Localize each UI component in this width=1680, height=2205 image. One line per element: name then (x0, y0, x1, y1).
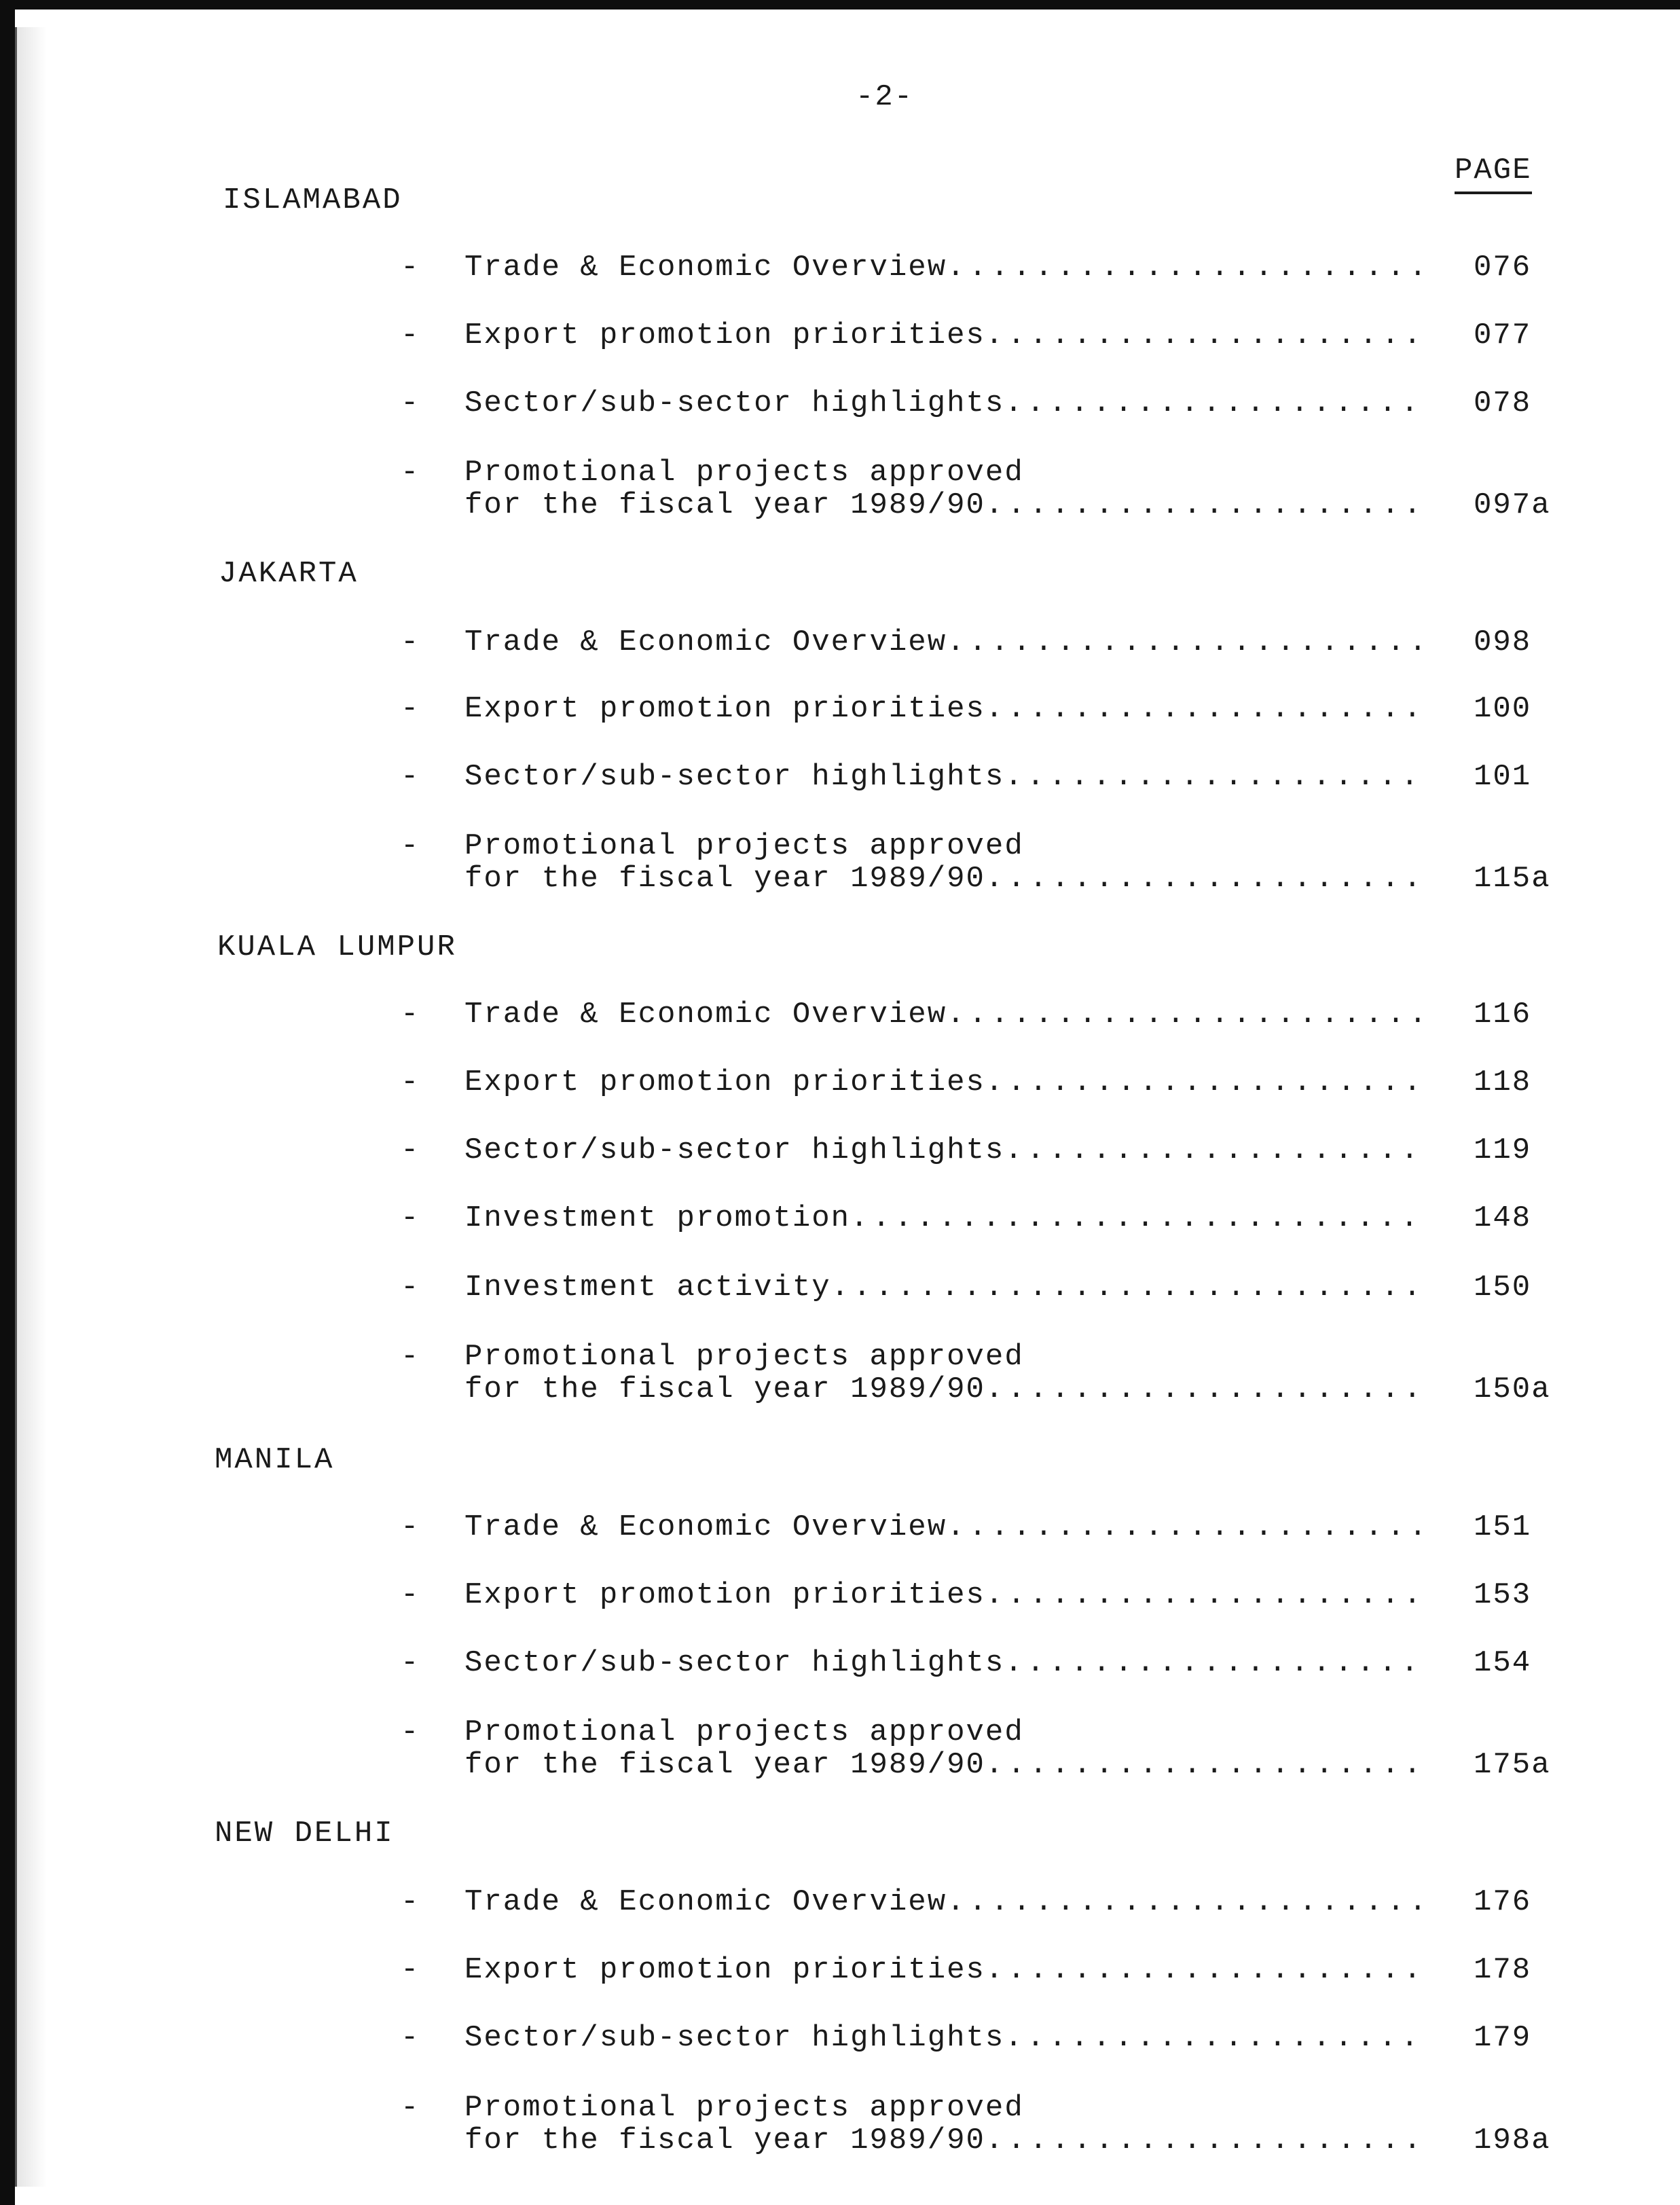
page-number: -2- (856, 80, 914, 114)
entry-dash: - (401, 1065, 420, 1099)
entry-label: Promotional projects approved (464, 1716, 1024, 1749)
entry-label: Export promotion priorities ..... (464, 319, 1422, 352)
leader-dots (947, 1511, 1422, 1544)
entry-page-number: 119 (1474, 1133, 1532, 1167)
entry-page-number: 078 (1474, 386, 1532, 420)
entry-label: Export promotion priorities ..... (464, 693, 1422, 725)
entry-label: for the fiscal year 1989/90 ..... (464, 2124, 1422, 2157)
leader-dots (831, 1271, 1422, 1304)
entry-label: Export promotion priorities ..... (464, 1954, 1422, 1986)
entry-dash: - (401, 1201, 420, 1235)
entry-page-number: 100 (1474, 692, 1532, 726)
entry-dash: - (401, 1885, 420, 1919)
entry-dash: - (401, 251, 420, 285)
leader-dots (850, 1202, 1422, 1235)
entry-label: Sector/sub-sector highlights ..... (464, 1647, 1422, 1679)
entry-dash: - (401, 1646, 420, 1680)
entry-label: Sector/sub-sector highlights ..... (464, 2022, 1422, 2054)
entry-dash: - (401, 1510, 420, 1544)
leader-dots (1004, 387, 1422, 420)
entry-label: Export promotion priorities ..... (464, 1579, 1422, 1611)
entry-page-number: 178 (1474, 1953, 1532, 1987)
entry-page-number: 115a (1474, 862, 1551, 896)
entry-dash: - (401, 1953, 420, 1987)
leader-dots (985, 1749, 1422, 1781)
entry-label: for the fiscal year 1989/90 ..... (464, 862, 1422, 895)
entry-page-number: 148 (1474, 1201, 1532, 1235)
entry-label: Trade & Economic Overview ..... (464, 998, 1422, 1031)
entry-page-number: 098 (1474, 625, 1532, 659)
entry-label: Trade & Economic Overview ..... (464, 1886, 1422, 1918)
entry-dash: - (401, 2021, 420, 2055)
scan-top-edge (0, 0, 1680, 10)
entry-dash: - (401, 456, 420, 490)
entry-page-number: 150 (1474, 1271, 1532, 1305)
entry-label: Promotional projects approved (464, 456, 1024, 489)
entry-page-number: 118 (1474, 1065, 1532, 1099)
scan-left-edge (0, 0, 15, 2205)
leader-dots (1004, 2022, 1422, 2054)
scan-binding-shadow (15, 27, 47, 2187)
entry-page-number: 101 (1474, 760, 1532, 794)
entry-page-number: 151 (1474, 1510, 1532, 1544)
entry-dash: - (401, 829, 420, 863)
entry-page-number: 097a (1474, 488, 1551, 522)
entry-label: Investment activity ..... (464, 1271, 1422, 1304)
entry-dash: - (401, 692, 420, 726)
section-title: KUALA LUMPUR (217, 930, 457, 964)
entry-page-number: 150a (1474, 1372, 1551, 1406)
entry-dash: - (401, 998, 420, 1032)
entry-page-number: 153 (1474, 1578, 1532, 1612)
entry-label: Sector/sub-sector highlights ..... (464, 387, 1422, 420)
leader-dots (947, 998, 1422, 1031)
entry-dash: - (401, 318, 420, 352)
entry-page-number: 198a (1474, 2124, 1551, 2157)
entry-label: Investment promotion ..... (464, 1202, 1422, 1235)
leader-dots (985, 319, 1422, 352)
entry-label: Sector/sub-sector highlights ..... (464, 1134, 1422, 1167)
entry-label: Export promotion priorities ..... (464, 1066, 1422, 1099)
leader-dots (947, 251, 1422, 284)
leader-dots (1004, 1647, 1422, 1679)
entry-dash: - (401, 1271, 420, 1305)
leader-dots (985, 1579, 1422, 1611)
entry-page-number: 077 (1474, 318, 1532, 352)
leader-dots (1004, 1134, 1422, 1167)
entry-dash: - (401, 760, 420, 794)
entry-label: Promotional projects approved (464, 830, 1024, 862)
section-title: NEW DELHI (215, 1817, 395, 1851)
entry-dash: - (401, 1715, 420, 1749)
entry-page-number: 116 (1474, 998, 1532, 1032)
leader-dots (985, 693, 1422, 725)
entry-label: Trade & Economic Overview ..... (464, 626, 1422, 659)
entry-label: Promotional projects approved (464, 1341, 1024, 1373)
entry-label: for the fiscal year 1989/90 ..... (464, 1749, 1422, 1781)
entry-dash: - (401, 1340, 420, 1374)
leader-dots (985, 1373, 1422, 1406)
leader-dots (985, 489, 1422, 522)
leader-dots (1004, 761, 1422, 793)
entry-label: Trade & Economic Overview ..... (464, 251, 1422, 284)
section-title: JAKARTA (219, 557, 359, 591)
section-title: MANILA (215, 1443, 335, 1477)
leader-dots (985, 1954, 1422, 1986)
entry-page-number: 154 (1474, 1646, 1532, 1680)
leader-dots (985, 1066, 1422, 1099)
entry-page-number: 175a (1474, 1748, 1551, 1782)
entry-label: for the fiscal year 1989/90 ..... (464, 1373, 1422, 1406)
entry-dash: - (401, 1133, 420, 1167)
leader-dots (947, 626, 1422, 659)
page-column-header: PAGE (1455, 153, 1532, 194)
entry-label: for the fiscal year 1989/90 ..... (464, 489, 1422, 522)
entry-dash: - (401, 1578, 420, 1612)
leader-dots (947, 1886, 1422, 1918)
entry-label: Sector/sub-sector highlights ..... (464, 761, 1422, 793)
section-title: ISLAMABAD (223, 183, 403, 217)
entry-label: Trade & Economic Overview ..... (464, 1511, 1422, 1544)
entry-page-number: 076 (1474, 251, 1532, 285)
entry-dash: - (401, 625, 420, 659)
entry-label: Promotional projects approved (464, 2092, 1024, 2124)
entry-dash: - (401, 2091, 420, 2125)
entry-dash: - (401, 386, 420, 420)
entry-page-number: 176 (1474, 1885, 1532, 1919)
entry-page-number: 179 (1474, 2021, 1532, 2055)
leader-dots (985, 2124, 1422, 2157)
leader-dots (985, 862, 1422, 895)
